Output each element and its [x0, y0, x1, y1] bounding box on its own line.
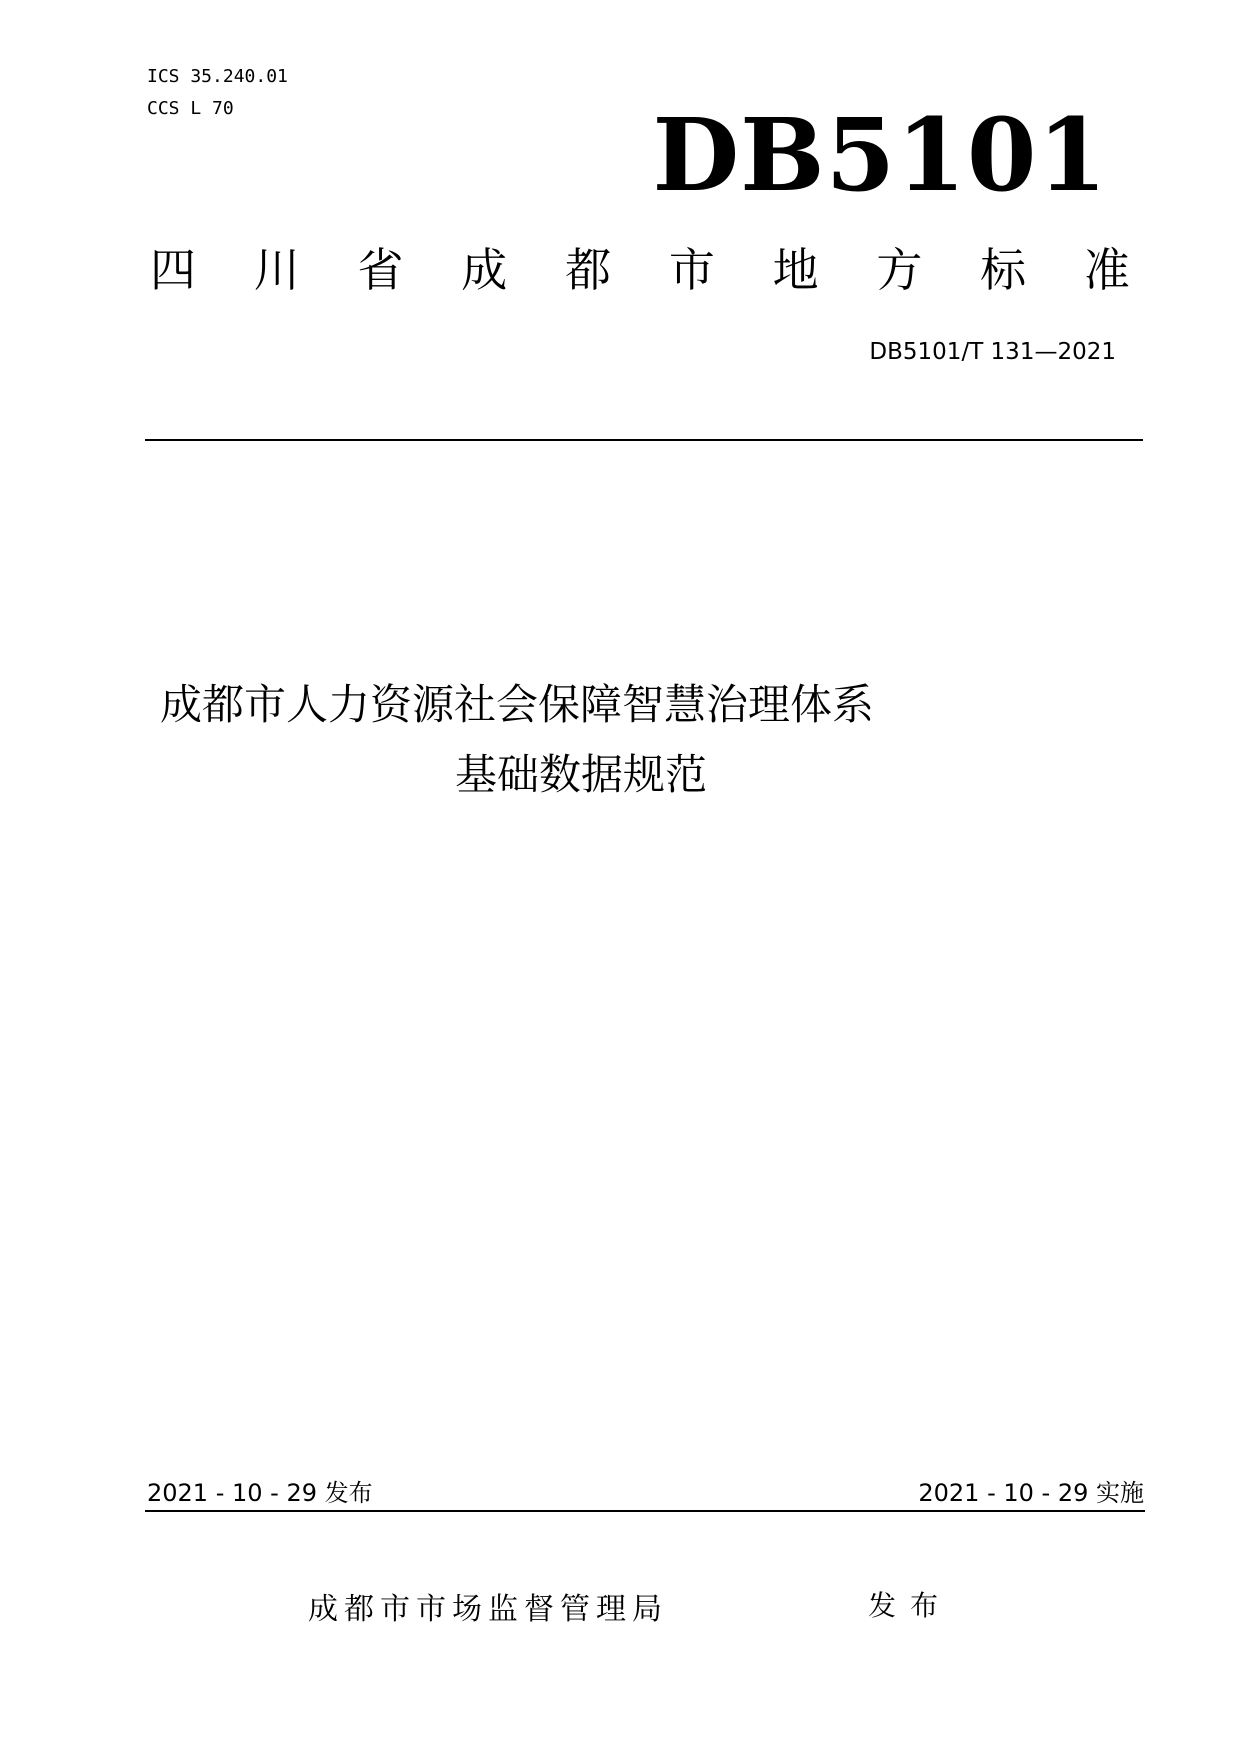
document-title-line-2: 基础数据规范 — [455, 750, 708, 799]
document-title-line-1: 成都市人力资源社会保障智慧治理体系 — [160, 680, 875, 729]
standard-type-char: 市 — [668, 243, 715, 297]
standard-type-char: 都 — [565, 243, 612, 297]
db-logo: DB5101 — [652, 96, 1108, 214]
header-divider — [145, 439, 1143, 441]
standard-type-char: 准 — [1083, 243, 1130, 297]
standard-type-char: 省 — [357, 243, 404, 297]
standard-number: DB5101/T 131—2021 — [869, 339, 1116, 365]
implementation-date: 2021 - 10 - 29 实施 — [918, 1479, 1144, 1507]
standard-type-char: 成 — [461, 243, 508, 297]
standard-type-char: 川 — [253, 243, 300, 297]
ccs-code: CCS L 70 — [147, 98, 234, 119]
footer-divider — [145, 1510, 1145, 1512]
standard-type-char: 四 — [150, 243, 196, 297]
issue-date: 2021 - 10 - 29 发布 — [147, 1479, 373, 1507]
standard-type-char: 地 — [772, 243, 819, 297]
standard-type-char: 标 — [980, 243, 1027, 297]
publisher-name: 成都市市场监督管理局 — [308, 1592, 668, 1627]
standard-type-heading — [150, 240, 1130, 300]
publish-label: 发布 — [868, 1589, 953, 1622]
standard-type-char: 方 — [876, 243, 923, 297]
ics-code: ICS 35.240.01 — [147, 66, 288, 87]
